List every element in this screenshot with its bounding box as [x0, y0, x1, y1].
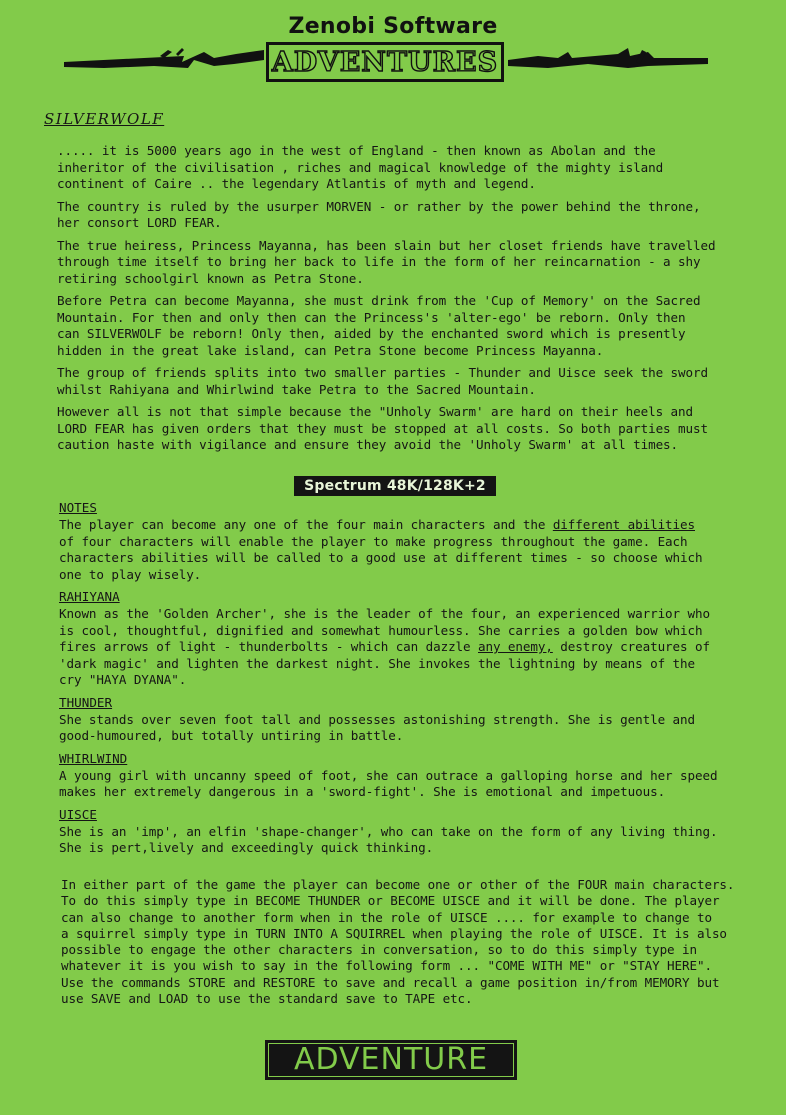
whirlwind-text: A young girl with uncanny speed of foot, she can outrace a galloping horse and her speed makes her extremely dangerous in a 'sword-fight'. She is emotional and impetuous.: [59, 767, 718, 799]
story-paragraph: The country is ruled by the usurper MORVEN - or rather by the power behind the throne, her consort LORD FEAR.: [57, 198, 701, 230]
instructions-text: [61, 877, 781, 1007]
story-paragraph: The true heiress, Princess Mayanna, has been slain but her closet friends have travelled through time itself to bring her back to life in the form of her reincarnation - a shy retiring schoolgirl known as Petra Stone.: [57, 237, 716, 286]
story-paragraph: However all is not that simple because the "Unholy Swarm' are hard on their heels and LORD FEAR has given orders that they must be stopped at all costs. So both parties must caution haste with vigilance and ensure they avoid the 'Unholy Swarm' at all times.: [57, 404, 708, 452]
notes-text: The player can become any one of the four main characters and the different abilities of four characters will enable the player to make progress throughout the game. Each characters abilities will be called to a good use at different times - so choose which one to play wisely.: [59, 517, 703, 582]
uisce-text: She is an 'imp', an elfin 'shape-changer', who can take on the form of any living thing. She is pert,lively and exceedingly quick thinking.: [59, 823, 718, 855]
thunder-heading: THUNDER: [59, 694, 113, 710]
story-text: [57, 143, 767, 460]
thunder-text: She stands over seven foot tall and possesses astonishing strength. She is gentle and good-humoured, but totally untiring in battle.: [59, 711, 695, 743]
instructions-paragraph: In either part of the game the player can become one or other of the FOUR main characters. To do this simply type in BECOME THUNDER or BECOME UISCE and it will be done. The player can also change to another form when in the role of UISCE .... for example to change to a squirrel simply type in TURN INTO A SQUIRREL when playing the role of UISCE. It is also possible to engage the other characters in conversation, so to do this simply type in whatever it is you wish to say in the following form ... "COME WITH ME" or "STAY HERE". Use the commands STORE and RESTORE to save and recall a game position in/from MEMORY but use SAVE and LOAD to use the standard save to TAPE etc.: [61, 877, 735, 1007]
uisce-heading: UISCE: [59, 806, 97, 822]
header: [0, 10, 786, 90]
rahiyana-text: Known as the 'Golden Archer', she is the leader of the four, an experienced warrior who is cool, thoughtful, dignified and somewhat humourless. She carries a golden bow which fires arrows of light - thunderbolts - which can dazzle any enemy, destroy creatures of 'dark magic' and lighten the darkest night. She invokes the lightning by means of the cry "HAYA DYANA".: [59, 606, 710, 687]
story-paragraph: ..... it is 5000 years ago in the west of England - then known as Abolan and the inheritor of the civilisation , riches and magical knowledge of the mighty island continent of Caire .. the legendary Atlantis of myth and legend.: [57, 143, 664, 191]
publisher-name: Zenobi Software: [288, 14, 498, 39]
notes-section: [59, 500, 769, 863]
right-brush-stroke: [508, 44, 708, 74]
whirlwind-heading: WHIRLWIND: [59, 750, 128, 766]
left-brush-stroke: [64, 44, 264, 74]
notes-heading: NOTES: [59, 500, 97, 515]
rahiyana-heading: RAHIYANA: [59, 589, 120, 604]
story-paragraph: The group of friends splits into two smaller parties - Thunder and Uisce seek the sword whilst Rahiyana and Whirlwind take Petra to the Sacred Mountain.: [57, 365, 708, 397]
story-paragraph: Before Petra can become Mayanna, she must drink from the 'Cup of Memory' on the Sacred Mountain. For then and only then can the Princess's 'alter-ego' be reborn. Only then can SILVERWOLF be reborn! Only then, aided by the enchanted sword which is presently hidden in the great lake island, can Petra Stone become Princess Mayanna.: [57, 293, 701, 358]
adventure-footer-logo: ADVENTURE: [265, 1040, 517, 1080]
adventures-logo: ADVENTURES: [266, 42, 504, 82]
game-title: SILVERWOLF: [44, 110, 165, 128]
platform-badge: Spectrum 48K/128K+2: [294, 476, 496, 496]
